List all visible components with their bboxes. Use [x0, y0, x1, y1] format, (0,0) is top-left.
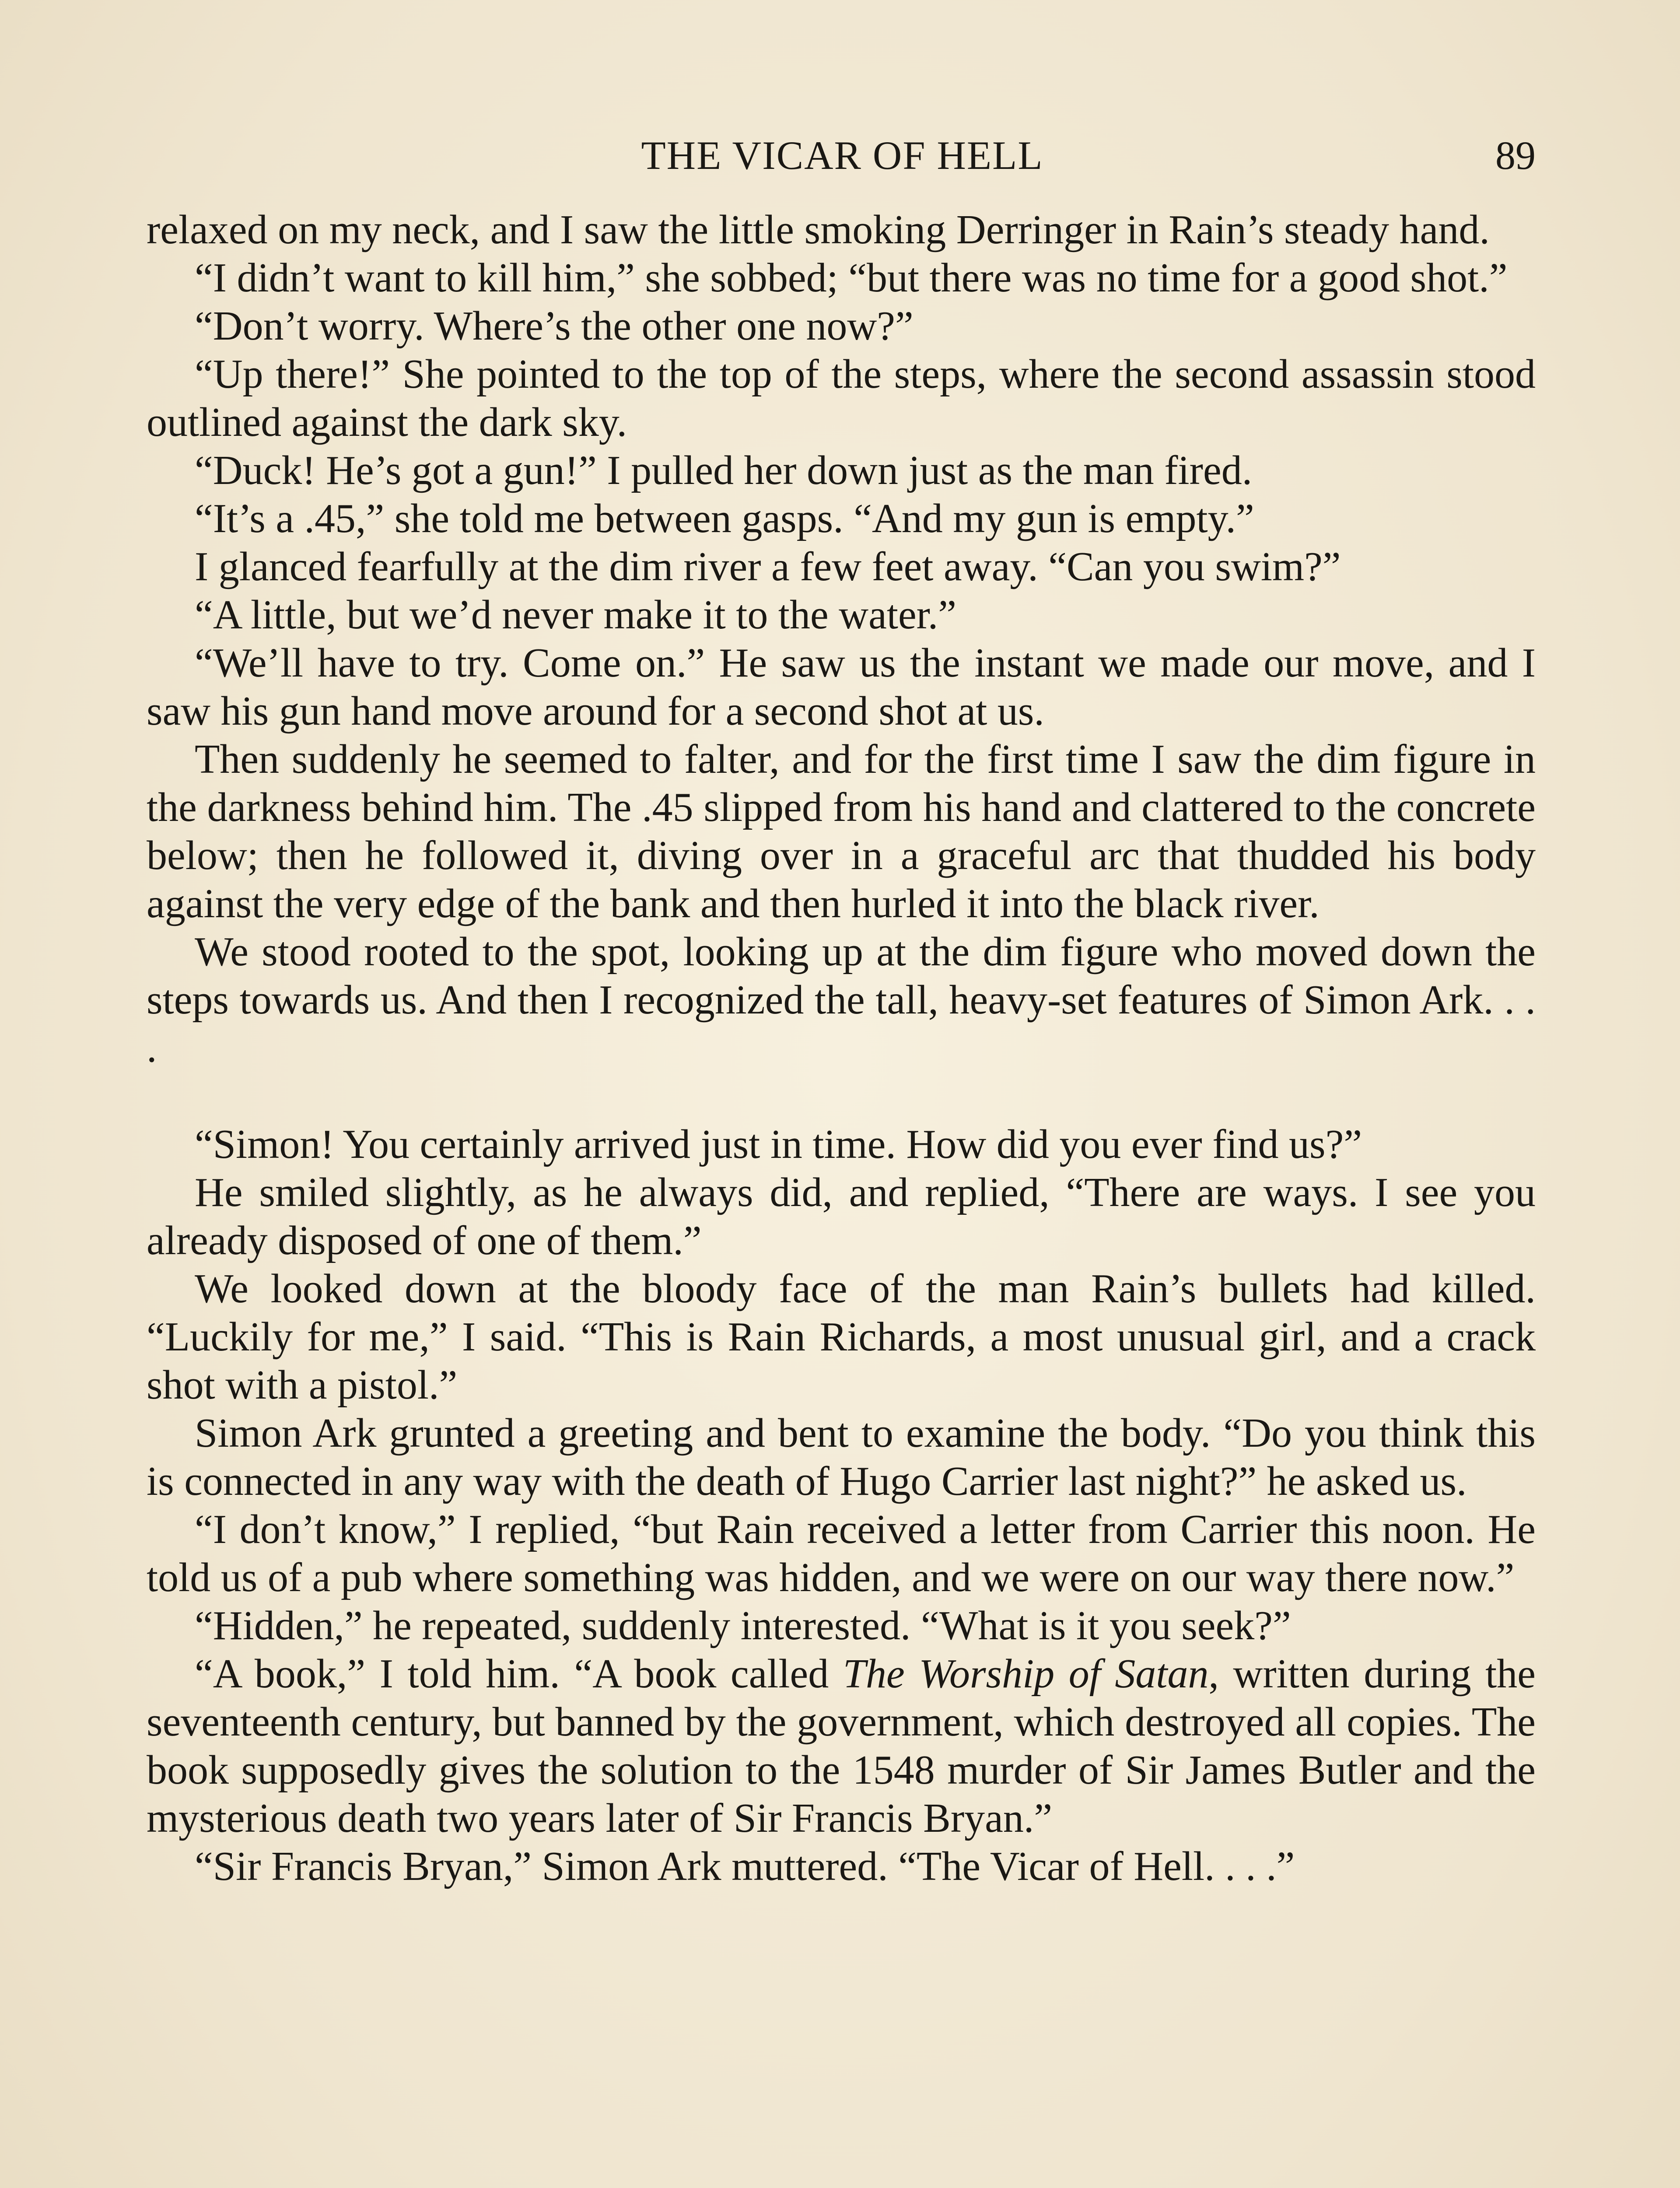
running-head	[149, 127, 1536, 184]
book-title: The Worship of Satan	[843, 1651, 1209, 1697]
body-text	[147, 206, 1536, 1890]
book-paragraph-lead: “A book,” I told him. “A book called	[195, 1651, 843, 1697]
paragraph: “I don’t know,” I replied, “but Rain received a letter from Carrier this noon. He told us of a pub where something was hidden, and we were on our way there now.”	[147, 1507, 1536, 1600]
paragraph: “We’ll have to try. Come on.” He saw us the instant we made our move, and I saw his gun hand move around for a second shot at us.	[147, 640, 1536, 734]
paragraph: “Hidden,” he repeated, suddenly interested. “What is it you seek?”	[195, 1603, 1291, 1648]
paragraph: We stood rooted to the spot, looking up at the dim figure who moved down the steps towards us. And then I recognized the tall, heavy-set features of Simon Ark. . . .	[147, 929, 1536, 1071]
book-paragraph	[147, 1650, 1536, 1842]
paragraph: “Up there!” She pointed to the top of the steps, where the second assassin stood outlined against the dark sky.	[147, 351, 1536, 445]
book-paragraph-rest: , written during the seventeenth century, but banned by the government, which destroyed all copies. The book supposedly gives the solution to the 1548 murder of Sir James Butler and the mysterious death two years later of Sir Francis Bryan.”	[147, 1651, 1536, 1841]
page-number: 89	[1495, 133, 1536, 178]
section-break	[147, 1072, 1536, 1120]
paragraph: relaxed on my neck, and I saw the little smoking Derringer in Rain’s steady hand.	[147, 207, 1490, 252]
paragraph: “Don’t worry. Where’s the other one now?”	[195, 303, 914, 349]
paragraph: I glanced fearfully at the dim river a few feet away. “Can you swim?”	[195, 544, 1341, 589]
paragraph: We looked down at the bloody face of the man Rain’s bullets had killed. “Luckily for me,” I said. “This is Rain Richards, a most unusual girl, and a crack shot with a pistol.”	[147, 1266, 1536, 1408]
paragraph: “It’s a .45,” she told me between gasps. “And my gun is empty.”	[195, 496, 1254, 541]
paragraph: Simon Ark grunted a greeting and bent to examine the body. “Do you think this is connected in any way with the death of Hugo Carrier last night?” he asked us.	[147, 1410, 1536, 1504]
paragraph: Then suddenly he seemed to falter, and for the first time I saw the dim figure in the darkness behind him. The .45 slipped from his hand and clattered to the concrete below; then he followed it, diving over in a graceful arc that thudded his body against the very edge of the bank and then hurled it into the black river.	[147, 736, 1536, 926]
paragraph: “Duck! He’s got a gun!” I pulled her down just as the man fired.	[195, 448, 1253, 493]
paragraph: “I didn’t want to kill him,” she sobbed; “but there was no time for a good shot.”	[195, 255, 1508, 301]
paragraph: He smiled slightly, as he always did, and replied, “There are ways. I see you already disposed of one of them.”	[147, 1170, 1536, 1263]
paragraph: “A little, but we’d never make it to the water.”	[195, 592, 957, 638]
running-title: THE VICAR OF HELL	[641, 133, 1043, 178]
paragraph: “Simon! You certainly arrived just in time. How did you ever find us?”	[195, 1122, 1362, 1167]
paragraph: “Sir Francis Bryan,” Simon Ark muttered. “The Vicar of Hell. . . .”	[195, 1844, 1295, 1889]
